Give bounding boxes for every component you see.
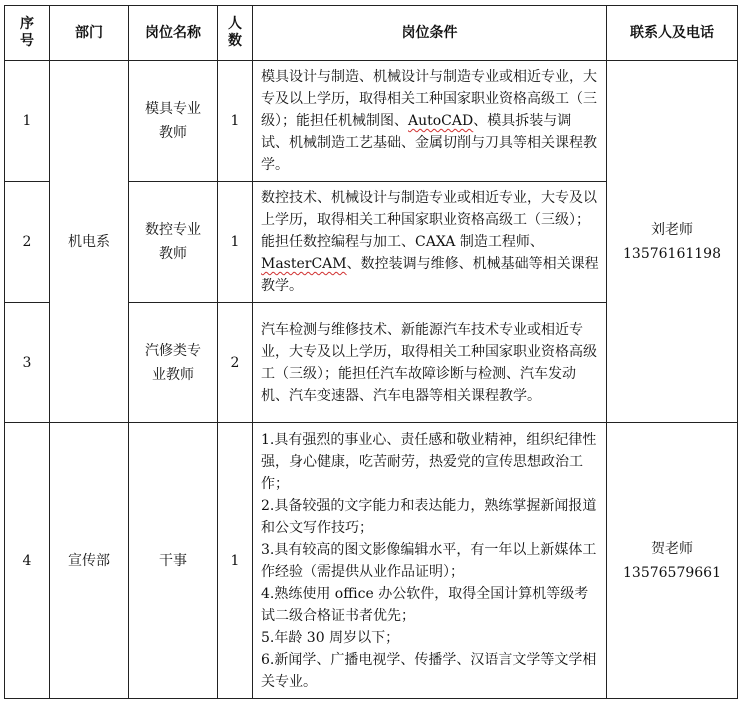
- row-seq: 4: [5, 423, 50, 699]
- conditions-cell: [253, 61, 607, 182]
- conditions-text: 、模具拆装与调试、机械制造工艺基础、金属切削与刀具等相关课程教学。: [261, 113, 597, 173]
- department-cell: 宣传部: [50, 423, 129, 699]
- conditions-text: 数控技术、机械设计与制造专业或相近专业，大专及以上学历，取得相关工种国家职业资格高级工（三级）；能担任数控编程与加工、CAXA 制造工程师、: [261, 190, 597, 250]
- position-line: 业教师: [152, 366, 194, 383]
- position-line: 数控专业: [145, 222, 201, 238]
- header-row: [5, 6, 738, 61]
- position-line: 教师: [159, 246, 187, 262]
- conditions-text: 汽车检测与维修技术、新能源汽车技术专业或相近专业，大专及以上学历，取得相关工种国家职业资格高级工（三级）；能担任汽车故障诊断与检测、汽车发动机、汽车变速器、汽车电器等相关课程教学。: [261, 321, 597, 404]
- row-seq: 2: [5, 182, 50, 303]
- position-cell: [129, 61, 218, 182]
- conditions-text: 、数控装调与维修、机械基础等相关课程教学。: [261, 256, 599, 294]
- position-line: 教师: [159, 125, 187, 141]
- count-cell: 1: [218, 182, 253, 303]
- conditions-text: 模具设计与制造、机械设计与制造专业或相近专业，大专及以上学历，取得相关工种国家职业资格高级工（三级）；能担任机械制图、: [261, 69, 597, 129]
- count-cell: 1: [218, 423, 253, 699]
- count-cell: 2: [218, 303, 253, 423]
- header-count: [218, 6, 253, 61]
- position-cell: [129, 182, 218, 303]
- header-conditions: 岗位条件: [253, 6, 607, 61]
- table-row: [5, 61, 738, 182]
- conditions-term: AutoCAD: [408, 113, 474, 129]
- header-contact: 联系人及电话: [607, 6, 738, 61]
- header-seq: [5, 6, 50, 61]
- position-cell: [129, 303, 218, 423]
- condition-item: 5.年龄 30 周岁以下；: [261, 629, 400, 646]
- position-line: 模具专业: [145, 101, 201, 117]
- header-department: 部门: [50, 6, 129, 61]
- conditions-term: MasterCAM: [261, 256, 347, 272]
- conditions-cell: [253, 182, 607, 303]
- position-cell: [129, 423, 218, 699]
- contact-cell: [607, 423, 738, 699]
- contact-phone: 13576579661: [623, 564, 721, 581]
- condition-item: 4.熟练使用 office 办公软件，取得全国计算机等级考试二级合格证书者优先；: [261, 585, 589, 624]
- condition-item: 2.具备较强的文字能力和表达能力，熟练掌握新闻报道和公文写作技巧；: [261, 497, 597, 536]
- condition-item: 3.具有较高的图文影像编辑水平，有一年以上新媒体工作经验（需提供从业作品证明）；: [261, 541, 597, 580]
- contact-name: 刘老师: [651, 221, 693, 238]
- header-seq-line2: 号: [20, 33, 34, 49]
- header-count-line2: 数: [228, 33, 242, 49]
- table-row: [5, 423, 738, 699]
- condition-item: 1.具有强烈的事业心、责任感和敬业精神，组织纪律性强，身心健康，吃苦耐劳，热爱党的宣传思想政治工作；: [261, 431, 597, 492]
- conditions-cell: [253, 423, 607, 699]
- header-count-line1: 人: [228, 16, 242, 32]
- recruitment-table: [4, 5, 738, 699]
- contact-cell: [607, 61, 738, 423]
- contact-name: 贺老师: [651, 540, 693, 557]
- position-line: 汽修类专: [145, 342, 201, 359]
- position-line: 干事: [159, 552, 187, 569]
- row-seq: 1: [5, 61, 50, 182]
- contact-phone: 13576161198: [623, 245, 721, 262]
- header-seq-line1: 序: [20, 16, 34, 32]
- conditions-cell: [253, 303, 607, 423]
- department-cell: 机电系: [50, 61, 129, 423]
- row-seq: 3: [5, 303, 50, 423]
- condition-item: 6.新闻学、广播电视学、传播学、汉语言文学等文学相关专业。: [261, 651, 597, 690]
- header-position: 岗位名称: [129, 6, 218, 61]
- count-cell: 1: [218, 61, 253, 182]
